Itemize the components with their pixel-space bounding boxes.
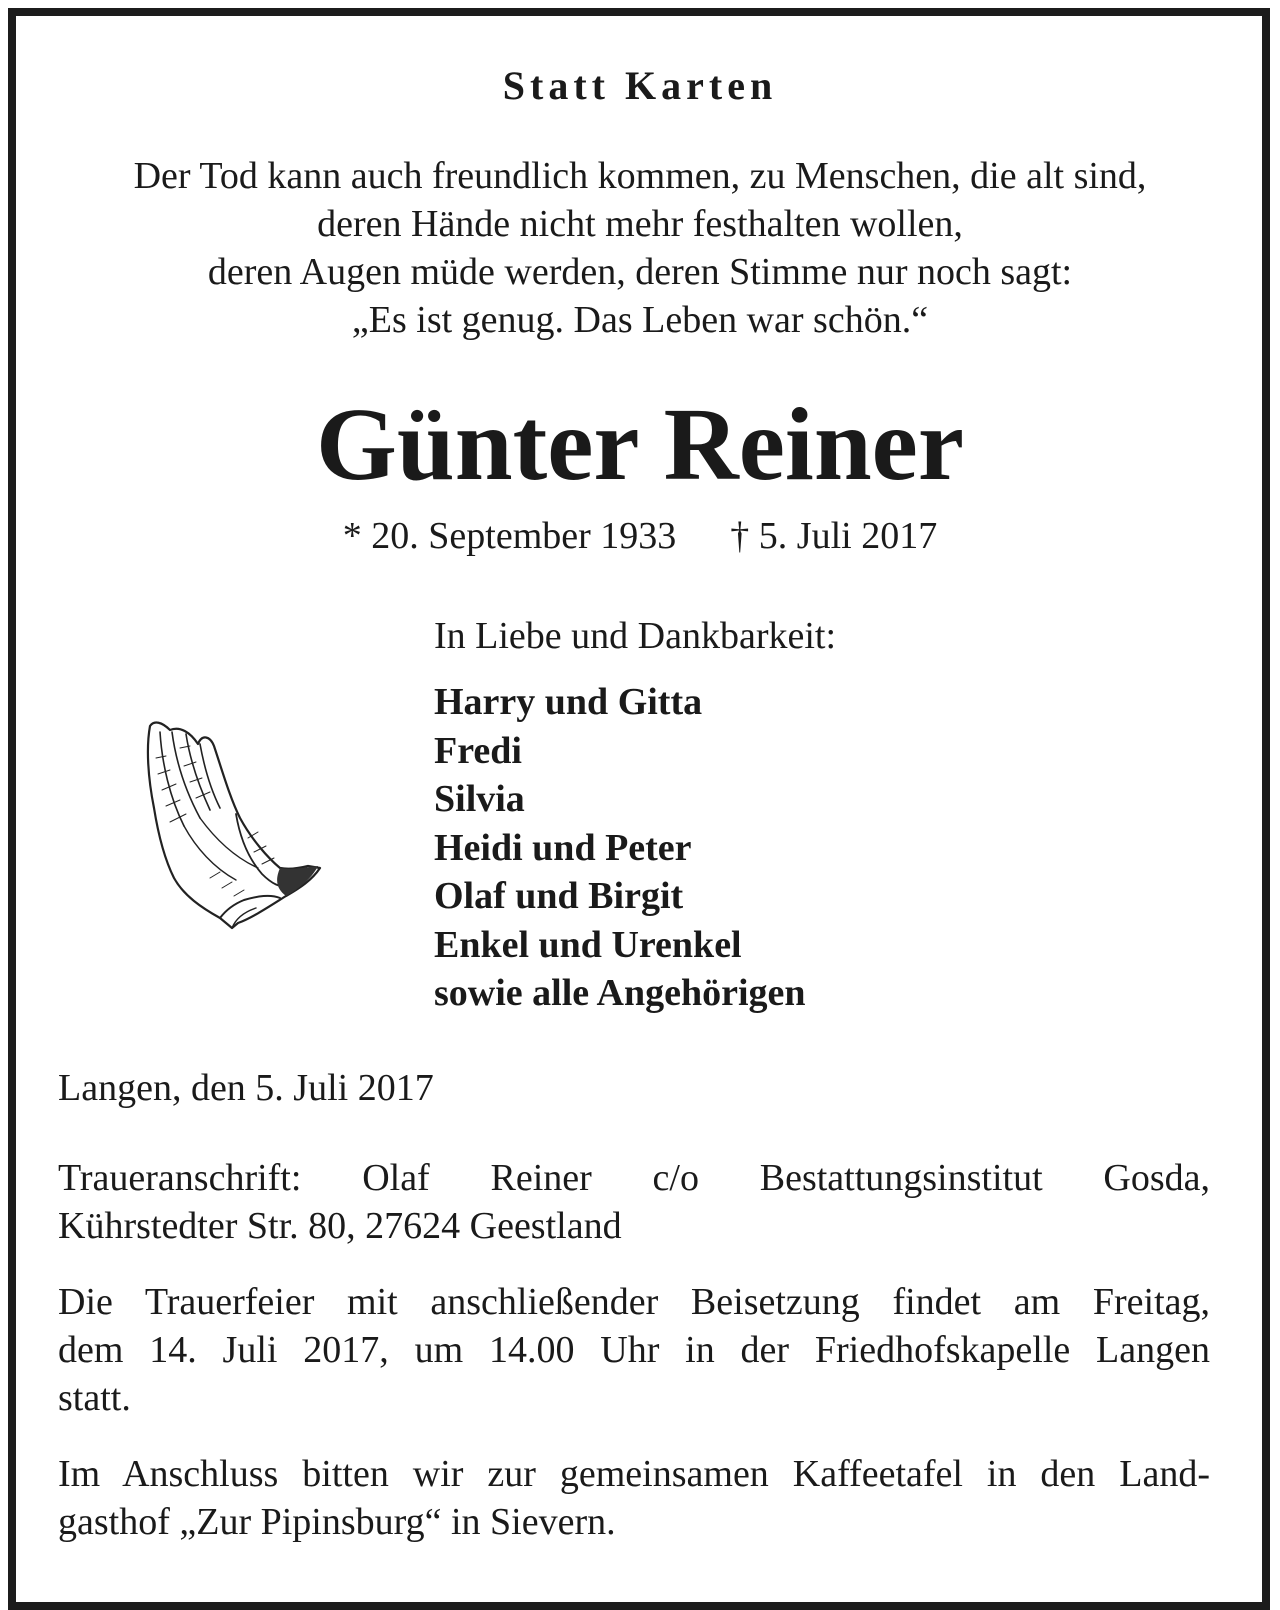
poem-line: „Es ist genug. Das Leben war schön.“ [351, 299, 929, 341]
thanks-line: In Liebe und Dankbarkeit: [434, 615, 837, 657]
poem-line: deren Augen müde werden, deren Stimme nur noch sagt: [207, 251, 1073, 293]
mourner-name: Fredi [434, 729, 522, 772]
poem-line: deren Hände nicht mehr festhalten wollen, [317, 203, 963, 245]
notice-heading: Statt Karten [502, 63, 778, 108]
life-dates [0, 512, 1280, 560]
poem-line: Der Tod kann auch freundlich kommen, zu Menschen, die alt sind, [133, 155, 1147, 197]
mourner-name: Heidi und Peter [434, 826, 692, 869]
ceremony-line: Die Trauerfeier mit anschließender Beisetzung findet am Freitag, [58, 1281, 1210, 1323]
ceremony-line: dem 14. Juli 2017, um 14.00 Uhr in der Friedhofskapelle Langen [58, 1329, 1210, 1371]
address-line: Traueranschrift: Olaf Reiner c/o Bestattungsinstitut Gosda, [58, 1157, 1210, 1199]
birth-date: * 20. September 1933 [342, 515, 677, 557]
reception-line: gasthof „Zur Pipinsburg“ in Sievern. [58, 1501, 616, 1543]
mourner-name: Olaf und Birgit [434, 875, 684, 917]
mourner-name: Harry und Gitta [434, 681, 703, 723]
deceased-name: Günter Reiner [316, 387, 964, 502]
ceremony-line: statt. [58, 1377, 131, 1419]
place-and-date: Langen, den 5. Juli 2017 [58, 1067, 434, 1109]
address-line: Kührstedter Str. 80, 27624 Geestland [58, 1205, 622, 1247]
poem [0, 152, 1280, 344]
praying-hands-icon [140, 718, 330, 943]
mourner-name: sowie alle Angehörigen [434, 972, 806, 1014]
ceremony-info [58, 1278, 1210, 1422]
mourners-list [434, 678, 806, 1018]
reception-line: Im Anschluss bitten wir zur gemeinsamen Kaffeetafel in den Land- [58, 1453, 1210, 1495]
mourner-name: Enkel und Urenkel [434, 923, 742, 966]
reception-info [58, 1450, 1210, 1546]
mourner-name: Silvia [434, 778, 525, 820]
death-date: † 5. Juli 2017 [730, 515, 938, 557]
mourning-address [58, 1154, 1210, 1250]
